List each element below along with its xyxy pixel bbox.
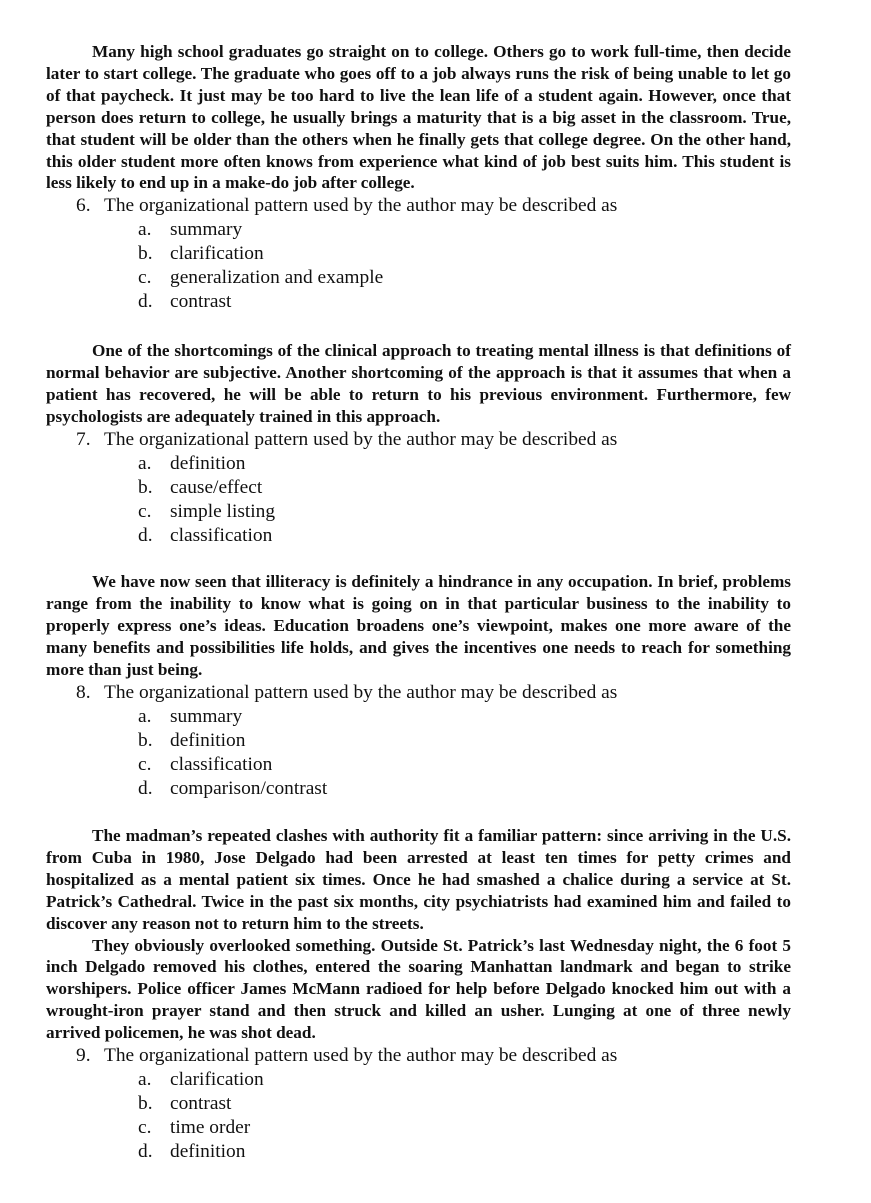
answer-option-d[interactable] [138, 524, 791, 548]
option-letter: c. [138, 753, 152, 775]
option-letter: c. [138, 1117, 152, 1139]
answer-option-d[interactable] [138, 777, 791, 801]
option-text: contrast [170, 291, 232, 313]
option-letter: b. [138, 729, 153, 751]
question-stem [46, 194, 791, 218]
answer-options [46, 452, 791, 548]
question-block-6 [46, 41, 791, 314]
option-text: classification [170, 753, 273, 775]
question-item [46, 194, 791, 314]
question-stem [46, 428, 791, 452]
question-item [46, 428, 791, 548]
option-letter: b. [138, 1093, 153, 1115]
option-text: definition [170, 729, 246, 751]
answer-option-c[interactable] [138, 266, 791, 290]
answer-option-a[interactable] [138, 705, 791, 729]
answer-option-c[interactable] [138, 753, 791, 777]
answer-option-d[interactable] [138, 1140, 791, 1164]
option-letter: c. [138, 267, 152, 289]
option-text: comparison/contrast [170, 777, 328, 799]
question-item [46, 681, 791, 801]
answer-options [46, 705, 791, 801]
question-text: The organizational pattern used by the author may be described as [104, 428, 618, 450]
answer-option-b[interactable] [138, 476, 791, 500]
option-letter: d. [138, 777, 153, 799]
answer-option-c[interactable] [138, 500, 791, 524]
reading-passage [46, 41, 791, 194]
question-stem [46, 681, 791, 705]
question-text: The organizational pattern used by the author may be described as [104, 195, 618, 217]
question-block-7 [46, 340, 791, 548]
passage-paragraph: The madman’s repeated clashes with authority fit a familiar pattern: since arriving in the U.S. from Cuba in 1980, Jose Delgado had been arrested at least ten times for petty crimes and hospitalized as a mental patient six times. Once he had smashed a chalice during a service at St. Patrick’s Cathedral. Twice in the past six months, city psychiatrists had examined him and failed to discover any reason not to return him to the streets. [46, 826, 791, 933]
option-text: clarification [170, 243, 264, 265]
question-block-9 [46, 825, 791, 1164]
question-number: 6. [76, 195, 91, 217]
answer-option-b[interactable] [138, 729, 791, 753]
option-letter: b. [138, 243, 153, 265]
option-text: time order [170, 1117, 251, 1139]
option-letter: a. [138, 705, 152, 727]
answer-option-b[interactable] [138, 242, 791, 266]
option-text: summary [170, 219, 243, 241]
option-text: generalization and example [170, 267, 384, 289]
passage-paragraph: We have now seen that illiteracy is definitely a hindrance in any occupation. In brief, problems range from the inability to know what is going on in that particular business to the inability to properly express one’s ideas. Education broadens one’s viewpoint, makes one more aware of the many benefits and possibilities life holds, and gives the incentives one needs to reach for something more than just being. [46, 572, 791, 679]
answer-options [46, 1068, 791, 1164]
option-text: definition [170, 452, 246, 474]
answer-option-b[interactable] [138, 1092, 791, 1116]
option-letter: c. [138, 500, 152, 522]
answer-option-a[interactable] [138, 218, 791, 242]
option-letter: d. [138, 524, 153, 546]
question-number: 9. [76, 1045, 91, 1067]
passage-paragraph: One of the shortcomings of the clinical approach to treating mental illness is that definitions of normal behavior are subjective. Another shortcoming of the approach is that it assumes that when a patient has recovered, he will be able to return to his previous environment. Furthermore, few psychologists are adequately trained in this approach. [46, 341, 791, 426]
option-letter: a. [138, 219, 152, 241]
question-text: The organizational pattern used by the author may be described as [104, 681, 618, 703]
question-text: The organizational pattern used by the author may be described as [104, 1045, 618, 1067]
reading-passage [46, 571, 791, 681]
option-letter: d. [138, 1141, 153, 1163]
option-letter: b. [138, 476, 153, 498]
answer-options [46, 218, 791, 314]
question-stem [46, 1044, 791, 1068]
option-text: cause/effect [170, 476, 263, 498]
passage-paragraph: Many high school graduates go straight on to college. Others go to work full-time, then decide later to start college. The graduate who goes off to a job always runs the risk of being unable to let go of that paycheck. It just may be too hard to live the lean life of a student again. However, once that person does return to college, he usually brings a maturity that is a big asset in the classroom. True, that student will be older than the others when he finally gets that college degree. On the other hand, this older student more often knows from experience what kind of job best suits him. This student is less likely to end up in a make-do job after college. [46, 42, 791, 193]
answer-option-a[interactable] [138, 1068, 791, 1092]
option-text: clarification [170, 1069, 264, 1091]
option-letter: a. [138, 452, 152, 474]
reading-passage [46, 340, 791, 428]
question-number: 7. [76, 428, 91, 450]
option-text: contrast [170, 1093, 232, 1115]
option-letter: d. [138, 291, 153, 313]
answer-option-c[interactable] [138, 1116, 791, 1140]
question-block-8 [46, 571, 791, 801]
passage-paragraph: They obviously overlooked something. Outside St. Patrick’s last Wednesday night, the 6 foot 5 inch Delgado removed his clothes, entered the soaring Manhattan landmark and began to strike worshipers. Police officer James McMann radioed for help before Delgado knocked him out with a wrought-iron prayer stand and then struck and killed an usher. Lunging at one of three newly arrived policemen, he was shot dead. [46, 935, 791, 1043]
option-text: simple listing [170, 500, 276, 522]
reading-passage [46, 825, 791, 1044]
answer-option-d[interactable] [138, 290, 791, 314]
question-item [46, 1044, 791, 1164]
question-number: 8. [76, 681, 91, 703]
option-text: classification [170, 524, 273, 546]
option-text: summary [170, 705, 243, 727]
option-text: definition [170, 1141, 246, 1163]
answer-option-a[interactable] [138, 452, 791, 476]
option-letter: a. [138, 1069, 152, 1091]
